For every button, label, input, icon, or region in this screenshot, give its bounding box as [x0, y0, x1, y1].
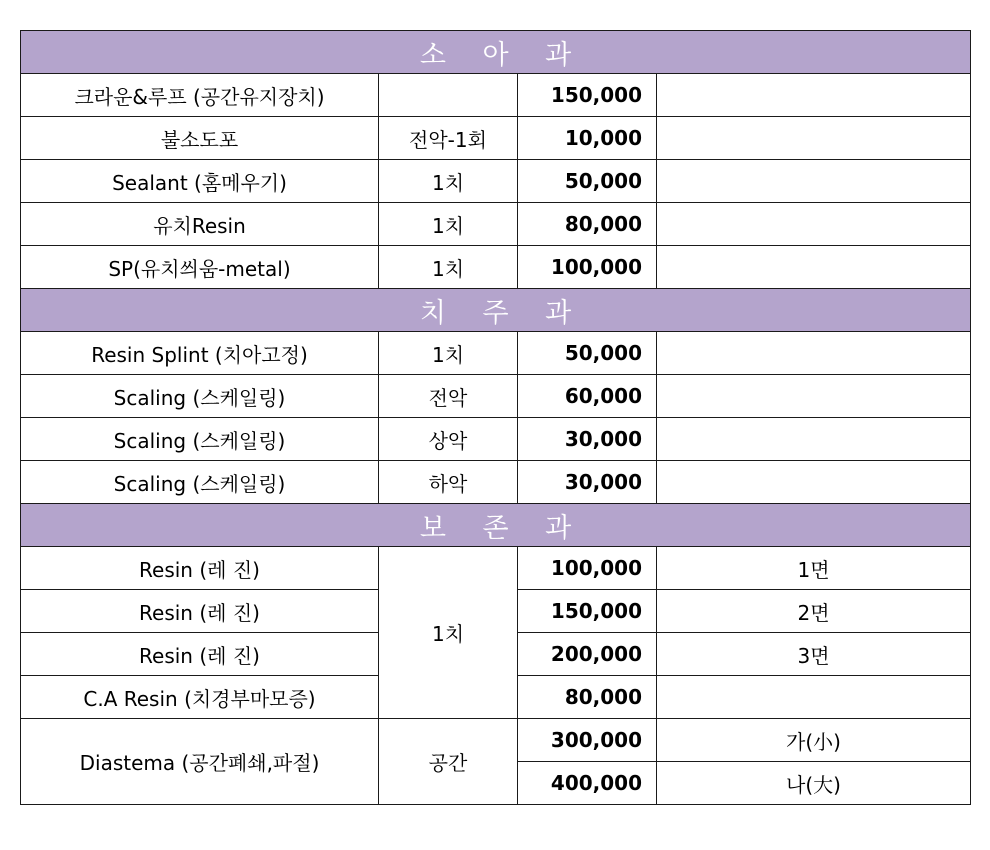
- unit: 상악: [379, 418, 518, 461]
- price: 80,000: [518, 676, 657, 719]
- table-row: [21, 375, 971, 418]
- price: 150,000: [518, 590, 657, 633]
- price: 300,000: [518, 719, 657, 762]
- item-name: 크라운&루프 (공간유지장치): [21, 74, 379, 117]
- note: 1면: [657, 547, 971, 590]
- table-row: [21, 117, 971, 160]
- item-name: Diastema (공간폐쇄,파절): [21, 719, 379, 805]
- table-row: [21, 246, 971, 289]
- unit: 1치: [379, 332, 518, 375]
- unit: 1치: [379, 160, 518, 203]
- unit-merged: 1치: [379, 547, 518, 719]
- section-title: 보 존 과: [21, 504, 971, 547]
- note: 나(大): [657, 762, 971, 805]
- note: [657, 418, 971, 461]
- section-header-periodontics: [21, 289, 971, 332]
- item-name: Scaling (스케일링): [21, 418, 379, 461]
- unit: 1치: [379, 203, 518, 246]
- item-name: C.A Resin (치경부마모증): [21, 676, 379, 719]
- table-row: [21, 547, 971, 590]
- section-title: 소 아 과: [21, 31, 971, 74]
- price: 400,000: [518, 762, 657, 805]
- item-name: Resin (레 진): [21, 547, 379, 590]
- note: 2면: [657, 590, 971, 633]
- note: 3면: [657, 633, 971, 676]
- note: [657, 375, 971, 418]
- item-name: Resin (레 진): [21, 633, 379, 676]
- item-name: Scaling (스케일링): [21, 461, 379, 504]
- unit: [379, 74, 518, 117]
- price-table: [20, 30, 971, 805]
- unit: 전악-1회: [379, 117, 518, 160]
- note: [657, 203, 971, 246]
- note: [657, 676, 971, 719]
- price: 30,000: [518, 418, 657, 461]
- unit: 공간: [379, 719, 518, 805]
- item-name: 불소도포: [21, 117, 379, 160]
- table-row: [21, 719, 971, 762]
- note: [657, 160, 971, 203]
- table-row: [21, 418, 971, 461]
- price: 100,000: [518, 547, 657, 590]
- note: 가(小): [657, 719, 971, 762]
- note: [657, 332, 971, 375]
- note: [657, 461, 971, 504]
- unit: 1치: [379, 246, 518, 289]
- price: 50,000: [518, 160, 657, 203]
- price: 10,000: [518, 117, 657, 160]
- table-row: [21, 461, 971, 504]
- price: 30,000: [518, 461, 657, 504]
- price: 50,000: [518, 332, 657, 375]
- item-name: 유치Resin: [21, 203, 379, 246]
- note: [657, 74, 971, 117]
- price: 80,000: [518, 203, 657, 246]
- table-row: [21, 332, 971, 375]
- item-name: Sealant (홈메우기): [21, 160, 379, 203]
- item-name: Scaling (스케일링): [21, 375, 379, 418]
- table-row: [21, 160, 971, 203]
- note: [657, 117, 971, 160]
- price: 100,000: [518, 246, 657, 289]
- unit: 전악: [379, 375, 518, 418]
- item-name: SP(유치씌움-metal): [21, 246, 379, 289]
- item-name: Resin (레 진): [21, 590, 379, 633]
- item-name: Resin Splint (치아고정): [21, 332, 379, 375]
- section-header-pediatric: [21, 31, 971, 74]
- unit: 하악: [379, 461, 518, 504]
- price: 150,000: [518, 74, 657, 117]
- table-row: [21, 203, 971, 246]
- table-row: [21, 74, 971, 117]
- note: [657, 246, 971, 289]
- price: 200,000: [518, 633, 657, 676]
- section-header-conservative: [21, 504, 971, 547]
- price: 60,000: [518, 375, 657, 418]
- section-title: 치 주 과: [21, 289, 971, 332]
